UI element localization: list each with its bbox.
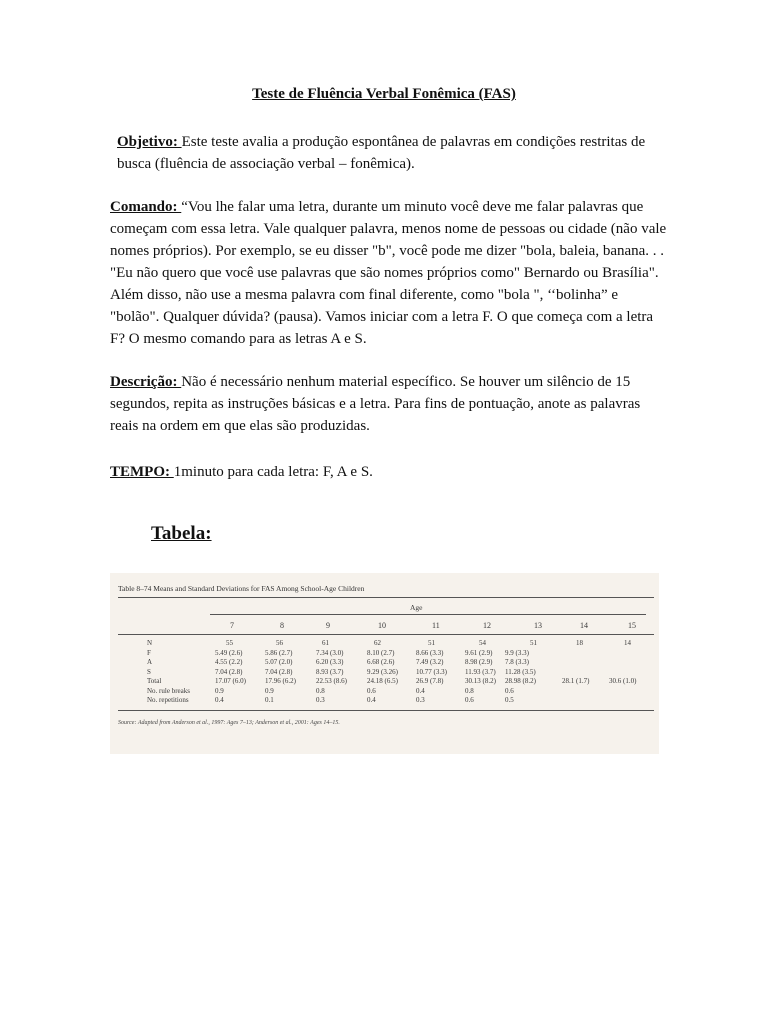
table-cell: 0.6 [505,686,514,695]
table-cell: 11.28 (3.5) [505,667,536,676]
table-cell: 54 [479,639,486,647]
table-cell: 6.68 (2.6) [367,658,395,666]
table-age-9: 9 [326,621,330,630]
tabela-heading: Tabela: [151,523,212,544]
table-cell: 56 [276,639,283,647]
table-row [110,649,659,659]
table-row [110,677,659,687]
table-age-11: 11 [432,621,440,630]
objetivo-label: Objetivo: [117,134,182,150]
table-cell: 5.49 (2.6) [215,648,243,657]
table-cell: 9.29 (3.26) [367,667,398,676]
table-row [110,687,659,697]
comando-label: Comando: [110,199,182,215]
table-cell: 62 [374,639,381,647]
table-cell: 26.9 (7.8) [416,677,444,685]
table-cell: 7.04 (2.8) [265,667,293,676]
table-cell: 8.93 (3.7) [316,667,344,676]
table-cell: 24.18 (6.5) [367,677,398,685]
table-cell: 28.1 (1.7) [562,677,590,685]
comando-paragraph [110,196,670,350]
table-cell: 0.4 [215,696,224,704]
table-row-label: N [147,639,153,647]
table-cell: 28.98 (8.2) [505,677,536,685]
table-cell: 14 [624,639,631,647]
table-cell: 0.4 [416,686,425,695]
descricao-label: Descrição: [110,374,182,390]
table-cell: 4.55 (2.2) [215,658,243,666]
table-cell: 8.98 (2.9) [465,658,493,666]
table-row [110,658,659,668]
table-row-label: S [147,667,151,676]
table-row [110,696,659,706]
table-row-label: No. repetitions [147,696,189,704]
objetivo-paragraph [117,131,657,175]
tempo-label: TEMPO: [110,464,174,480]
table-cell: 6.20 (3.3) [316,658,344,666]
table-cell: 0.9 [215,686,224,695]
table-cell: 0.9 [265,686,274,695]
table-row-label: No. rule breaks [147,686,190,695]
table-cell: 0.1 [265,696,274,704]
table-cell: 18 [576,639,583,647]
table-age-header: Age [410,603,423,612]
table-rule-age [210,614,646,615]
table-cell: 0.6 [367,686,376,695]
table-row-label: F [147,648,151,657]
table-age-10: 10 [378,621,386,630]
table-cell: 61 [322,639,329,647]
table-cell: 0.3 [316,696,325,704]
tempo-text: 1minuto para cada letra: F, A e S. [173,464,373,480]
table-age-row [110,621,659,633]
table-cell: 7.8 (3.3) [505,658,529,666]
table-source: Source: Adapted from Anderson et al., 1997: Ages 7–13; Anderson et al., 2001: Ages 14–15. [118,720,340,726]
table-cell: 5.07 (2.0) [265,658,293,666]
table-cell: 30.6 (1.0) [609,677,637,685]
scanned-table [110,573,659,754]
table-age-12: 12 [483,621,491,630]
table-cell: 10.77 (3.3) [416,667,447,676]
table-cell: 55 [226,639,233,647]
table-cell: 0.8 [316,686,325,695]
table-age-7: 7 [230,621,234,630]
table-rule-top [118,597,654,598]
table-age-15: 15 [628,621,636,630]
table-cell: 0.8 [465,686,474,695]
table-row [110,668,659,678]
table-row [110,639,659,649]
table-cell: 51 [530,639,537,647]
table-age-13: 13 [534,621,542,630]
table-cell: 0.5 [505,696,514,704]
table-cell: 8.66 (3.3) [416,648,444,657]
table-age-14: 14 [580,621,588,630]
table-row-label: Total [147,677,162,685]
table-age-8: 8 [280,621,284,630]
table-body [110,639,659,706]
table-cell: 0.6 [465,696,474,704]
table-cell: 11.93 (3.7) [465,667,496,676]
table-cell: 7.49 (3.2) [416,658,444,666]
table-cell: 7.34 (3.0) [316,648,344,657]
objetivo-text: Este teste avalia a produção espontânea de palavras em condições restritas de busca (fluência de associação verbal – fonêmica). [117,134,646,172]
table-row-label: A [147,658,153,666]
comando-text: “Vou lhe falar uma letra, durante um minuto você deve me falar palavras que começam com essa letra. Vale qualquer palavra, menos nome de pessoas ou cidade (não vale nomes próprios). Por exemplo, se eu disser "b", você pode me dizer "bola, baleia, banana. . . "Eu não quero que você use palavras que são nomes próprios como" Bernardo ou Brasília". Além disso, não use a mesma palavra com final diferente, como "bola ", ‘‘bolinha” e "bolão". Qualquer dúvida? (pausa). Vamos iniciar com a letra F. O que começa com a letra F? O mesmo comando para as letras A e S. [110,199,667,347]
descricao-text: Não é necessário nenhum material específico. Se houver um silêncio de 15 segundos, repita as instruções básicas e a letra. Para fins de pontuação, anote as palavras reais na ordem em que elas são produzidas. [110,374,641,434]
table-cell: 17.07 (6.0) [215,677,246,685]
table-cell: 0.3 [416,696,425,704]
table-cell: 30.13 (8.2) [465,677,496,685]
table-cell: 7.04 (2.8) [215,667,243,676]
descricao-paragraph [110,371,670,437]
table-cell: 22.53 (8.6) [316,677,347,685]
table-cell: 5.86 (2.7) [265,648,293,657]
table-caption: Table 8–74 Means and Standard Deviations for FAS Among School-Age Children [118,584,365,593]
table-cell: 51 [428,639,435,647]
table-cell: 17.96 (6.2) [265,677,296,685]
table-cell: 8.10 (2.7) [367,648,395,657]
tempo-paragraph [110,461,670,483]
table-cell: 9.61 (2.9) [465,648,493,657]
table-cell: 0.4 [367,696,376,704]
table-cell: 9.9 (3.3) [505,648,529,657]
page-title: Teste de Fluência Verbal Fonêmica (FAS) [252,86,516,102]
table-rule-bottom [118,710,654,711]
table-rule-header [118,634,654,635]
